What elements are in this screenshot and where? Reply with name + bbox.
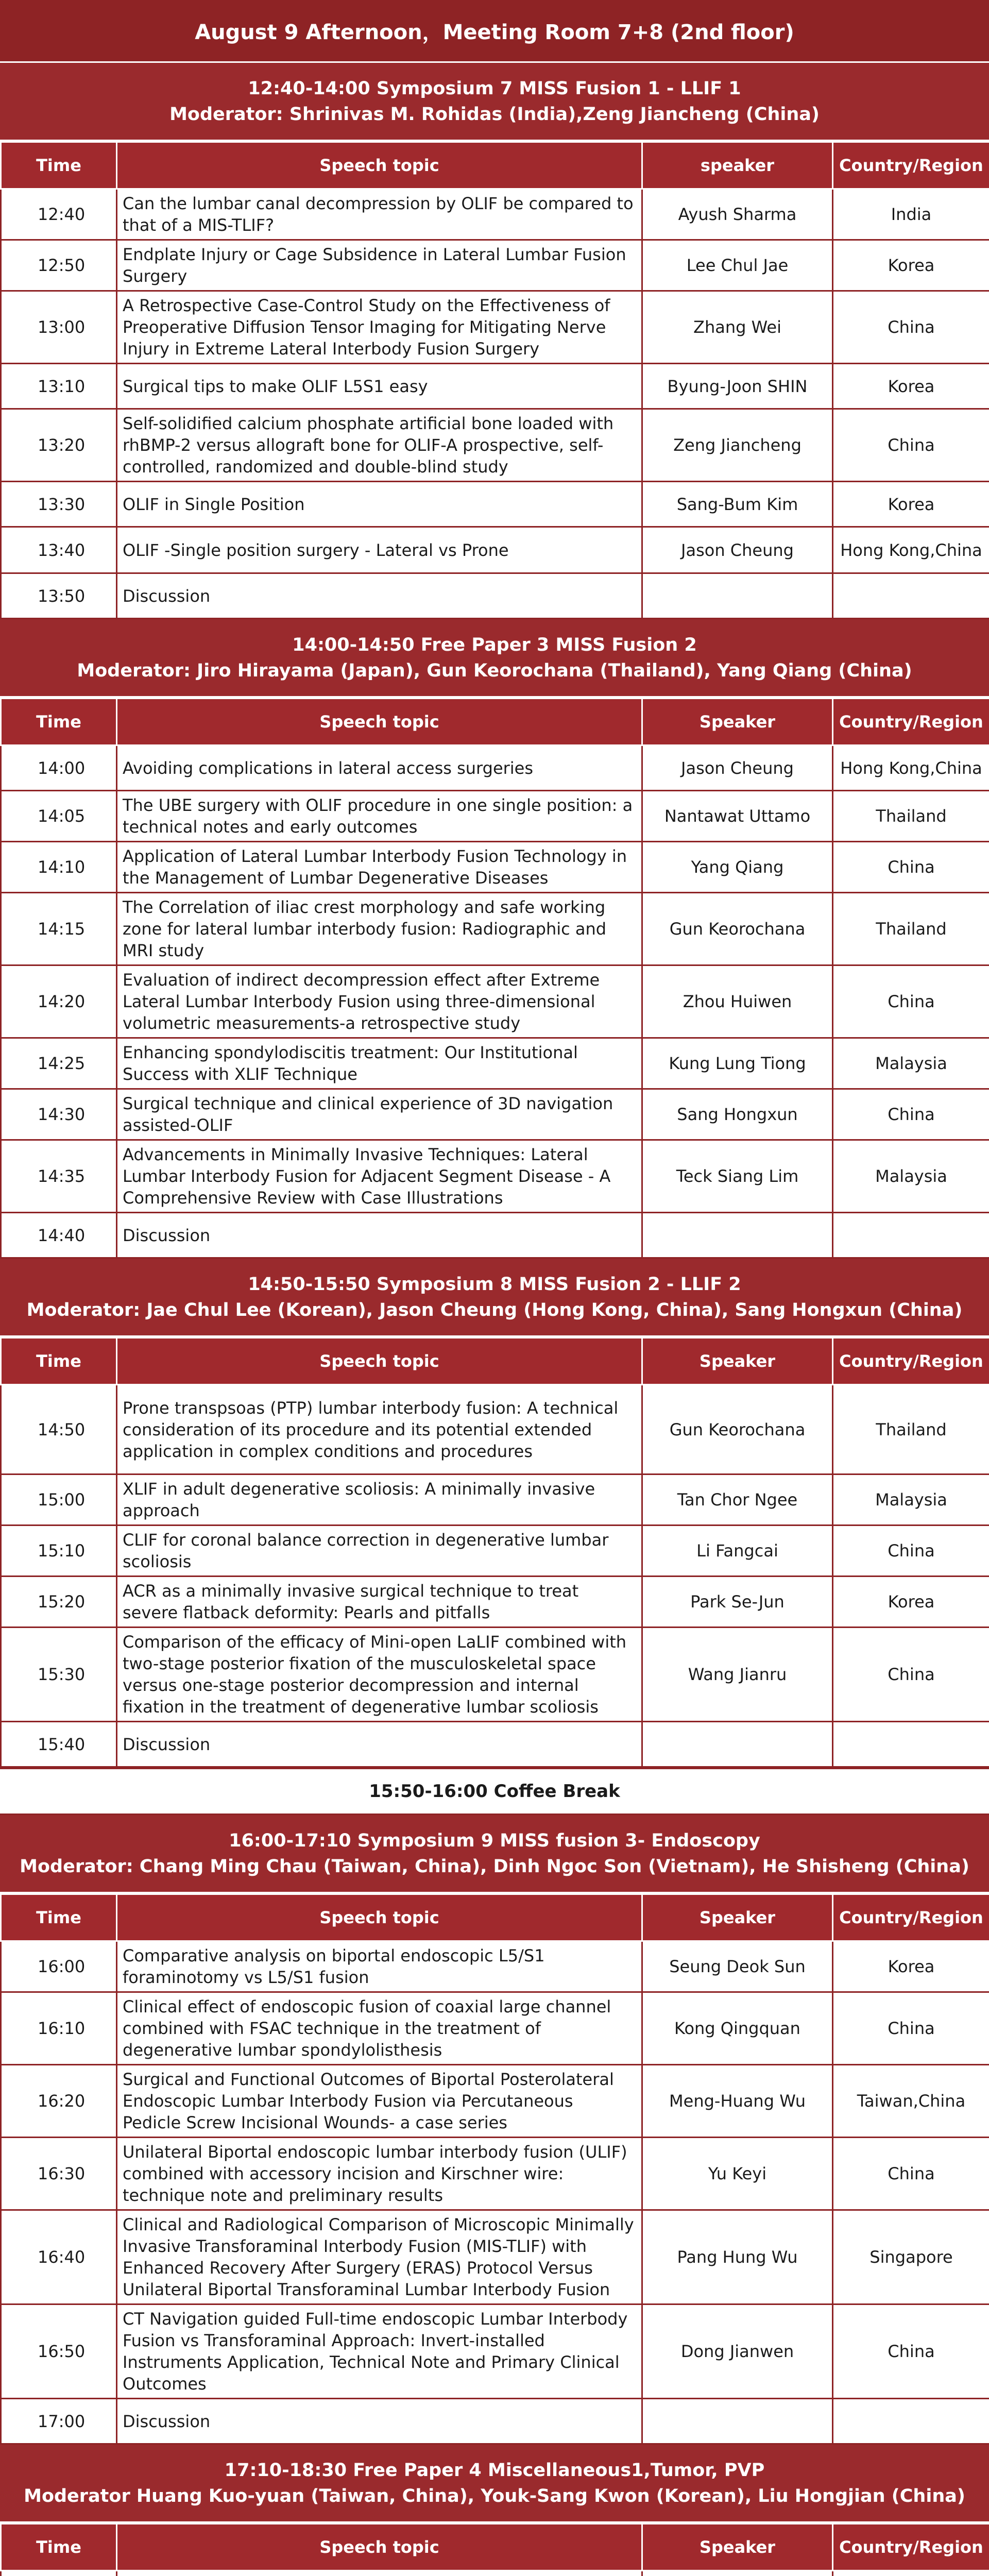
- header-speaker: speaker: [642, 142, 833, 189]
- speaker-cell: Meng-Huang Wu: [642, 2065, 833, 2138]
- topic-cell: Application of Lateral Lumbar Interbody Fusion Technology in the Management of Lumbar Degenerative Diseases: [117, 842, 642, 893]
- page-title: August 9 Afternoon，Meeting Room 7+8 (2nd floor): [0, 0, 989, 63]
- speaker-cell: Yang Qiang: [642, 842, 833, 893]
- session-header: [0, 1815, 989, 1893]
- country-cell: China: [833, 842, 989, 893]
- session-header: [0, 1259, 989, 1337]
- country-cell: Malaysia: [833, 1038, 989, 1089]
- header-time: Time: [1, 2524, 117, 2571]
- topic-cell: CLIF for coronal balance correction in degenerative lumbar scoliosis: [117, 1526, 642, 1577]
- speaker-cell: Ayush Sharma: [642, 189, 833, 240]
- topic-cell: Comparison of the efficacy of Mini-open LaLIF combined with two-stage posterior fixation of the musculoskeletal space versus one-stage posterior decompression and internal fixation in the treatment of degenerative lumbar scoliosis: [117, 1628, 642, 1722]
- time-cell: 12:40: [1, 189, 117, 240]
- table-row: [1, 240, 989, 291]
- header-time: Time: [1, 1338, 117, 1385]
- country-cell: Hong Kong,China: [833, 527, 989, 573]
- country-cell: [833, 2571, 989, 2576]
- header-topic: Speech topic: [117, 2524, 642, 2571]
- table-row: [1, 1140, 989, 1213]
- session-moderators: Moderator: Shrinivas M. Rohidas (India),Zeng Jiancheng (China): [169, 104, 820, 125]
- header-speaker: Speaker: [642, 699, 833, 745]
- time-cell: 16:00: [1, 1941, 117, 1992]
- speaker-cell: Yu Keyi: [642, 2138, 833, 2210]
- time-cell: 16:10: [1, 1992, 117, 2065]
- table-header-row: [1, 1338, 989, 1385]
- header-speaker: Speaker: [642, 2524, 833, 2571]
- time-cell: 14:05: [1, 791, 117, 842]
- speaker-cell: [642, 2571, 833, 2576]
- time-cell: 14:00: [1, 745, 117, 791]
- topic-cell: The Correlation of iliac crest morphology and safe working zone for lateral lumbar interbody fusion: Radiographic and MRI study: [117, 893, 642, 965]
- table-row: [1, 791, 989, 842]
- country-cell: China: [833, 2138, 989, 2210]
- table-row: [1, 1213, 989, 1258]
- topic-cell: Clinical effect of endoscopic fusion of coaxial large channel combined with FSAC technique in the treatment of degenerative lumbar spondylolisthesis: [117, 1992, 642, 2065]
- session-table: [0, 698, 989, 1259]
- time-cell: 15:10: [1, 1526, 117, 1577]
- country-cell: China: [833, 291, 989, 364]
- speaker-cell: Jason Cheung: [642, 745, 833, 791]
- speaker-cell: Teck Siang Lim: [642, 1140, 833, 1213]
- time-cell: 14:35: [1, 1140, 117, 1213]
- topic-cell: OLIF in Single Position: [117, 482, 642, 527]
- header-country: Country/Region: [833, 1338, 989, 1385]
- topic-cell: Discussion: [117, 2399, 642, 2444]
- topic-cell: Enhancing spondylodiscitis treatment: Our Institutional Success with XLIF Technique: [117, 1038, 642, 1089]
- topic-cell: XLIF in adult degenerative scoliosis: A minimally invasive approach: [117, 1475, 642, 1526]
- topic-cell: Avoiding complications in lateral access surgeries: [117, 745, 642, 791]
- time-cell: 15:00: [1, 1475, 117, 1526]
- session-title: 12:40-14:00 Symposium 7 MISS Fusion 1 - LLIF 1: [248, 78, 741, 99]
- header-topic: Speech topic: [117, 1338, 642, 1385]
- table-row: [1, 1992, 989, 2065]
- time-cell: 13:00: [1, 291, 117, 364]
- session-title: 14:50-15:50 Symposium 8 MISS Fusion 2 - LLIF 2: [248, 1274, 741, 1295]
- table-row: [1, 482, 989, 527]
- topic-cell: Endplate Injury or Cage Subsidence in Lateral Lumbar Fusion Surgery: [117, 240, 642, 291]
- speaker-cell: [642, 573, 833, 619]
- session-block: [0, 1815, 989, 2445]
- table-header-row: [1, 1894, 989, 1941]
- table-row: [1, 2065, 989, 2138]
- topic-cell: Can the lumbar canal decompression by OLIF be compared to that of a MIS-TLIF?: [117, 189, 642, 240]
- time-cell: 13:20: [1, 409, 117, 482]
- session-moderators: Moderator: Jiro Hirayama (Japan), Gun Keorochana (Thailand), Yang Qiang (China): [77, 660, 912, 681]
- time-cell: 14:30: [1, 1089, 117, 1140]
- session-header: [0, 619, 989, 698]
- time-cell: 13:30: [1, 482, 117, 527]
- time-cell: 14:25: [1, 1038, 117, 1089]
- time-cell: 16:40: [1, 2210, 117, 2304]
- session-table: [0, 1893, 989, 2445]
- table-row: [1, 1577, 989, 1628]
- speaker-cell: Gun Keorochana: [642, 893, 833, 965]
- table-row: [1, 1089, 989, 1140]
- country-cell: [833, 1722, 989, 1767]
- country-cell: China: [833, 1628, 989, 1722]
- speaker-cell: Gun Keorochana: [642, 1385, 833, 1475]
- header-speaker: Speaker: [642, 1894, 833, 1941]
- country-cell: India: [833, 189, 989, 240]
- speaker-cell: Sang-Bum Kim: [642, 482, 833, 527]
- table-row: [1, 2304, 989, 2399]
- country-cell: Korea: [833, 1577, 989, 1628]
- session-moderators: Moderator Huang Kuo-yuan (Taiwan, China), Youk-Sang Kwon (Korean), Liu Hongjian (China): [24, 2485, 965, 2506]
- country-cell: Korea: [833, 1941, 989, 1992]
- time-cell: 14:50: [1, 1385, 117, 1475]
- time-cell: 13:50: [1, 573, 117, 619]
- session-block: [0, 63, 989, 619]
- session-block: [0, 1259, 989, 1768]
- speaker-cell: Wang Jianru: [642, 1628, 833, 1722]
- speaker-cell: Zhou Huiwen: [642, 965, 833, 1038]
- table-header-row: [1, 142, 989, 189]
- country-cell: Hong Kong,China: [833, 745, 989, 791]
- country-cell: Thailand: [833, 893, 989, 965]
- country-cell: China: [833, 1992, 989, 2065]
- session-moderators: Moderator: Jae Chul Lee (Korean), Jason Cheung (Hong Kong, China), Sang Hongxun (China): [26, 1299, 963, 1320]
- speaker-cell: Seung Deok Sun: [642, 1941, 833, 1992]
- session-title: 17:10-18:30 Free Paper 4 Miscellaneous1,Tumor, PVP: [224, 2460, 765, 2481]
- session-table: [0, 141, 989, 619]
- time-cell: [1, 2571, 117, 2576]
- session-title: 14:00-14:50 Free Paper 3 MISS Fusion 2: [292, 634, 697, 655]
- time-cell: 16:50: [1, 2304, 117, 2399]
- speaker-cell: Byung-Joon SHIN: [642, 364, 833, 409]
- header-country: Country/Region: [833, 1894, 989, 1941]
- table-header-row: [1, 2524, 989, 2571]
- time-cell: 16:30: [1, 2138, 117, 2210]
- time-cell: 14:15: [1, 893, 117, 965]
- speaker-cell: Kong Qingquan: [642, 1992, 833, 2065]
- table-row: [1, 527, 989, 573]
- topic-cell: Discussion: [117, 1722, 642, 1767]
- country-cell: Korea: [833, 482, 989, 527]
- topic-cell: Surgical and Functional Outcomes of Biportal Posterolateral Endoscopic Lumbar Interbody Fusion via Percutaneous Pedicle Screw Incisional Wounds- a case series: [117, 2065, 642, 2138]
- time-cell: 12:50: [1, 240, 117, 291]
- table-row: [1, 1038, 989, 1089]
- header-speaker: Speaker: [642, 1338, 833, 1385]
- country-cell: China: [833, 2304, 989, 2399]
- speaker-cell: Sang Hongxun: [642, 1089, 833, 1140]
- topic-cell: OLIF -Single position surgery - Lateral vs Prone: [117, 527, 642, 573]
- speaker-cell: Zhang Wei: [642, 291, 833, 364]
- speaker-cell: Lee Chul Jae: [642, 240, 833, 291]
- table-row: [1, 745, 989, 791]
- time-cell: 15:40: [1, 1722, 117, 1767]
- table-row: [1, 189, 989, 240]
- speaker-cell: Zeng Jiancheng: [642, 409, 833, 482]
- speaker-cell: [642, 2399, 833, 2444]
- time-cell: 16:20: [1, 2065, 117, 2138]
- table-row: [1, 573, 989, 619]
- table-row: [1, 1722, 989, 1767]
- time-cell: 13:10: [1, 364, 117, 409]
- topic-cell: Advancements in Minimally Invasive Techniques: Lateral Lumbar Interbody Fusion for Adjacent Segment Disease - A Comprehensive Review with Case Illustrations: [117, 1140, 642, 1213]
- country-cell: China: [833, 965, 989, 1038]
- topic-cell: Surgical technique and clinical experience of 3D navigation assisted-OLIF: [117, 1089, 642, 1140]
- table-header-row: [1, 699, 989, 745]
- session-title: 16:00-17:10 Symposium 9 MISS fusion 3- Endoscopy: [229, 1830, 760, 1851]
- topic-cell: Comparative analysis on biportal endoscopic L5/S1 foraminotomy vs L5/S1 fusion: [117, 1941, 642, 1992]
- country-cell: Korea: [833, 364, 989, 409]
- speaker-cell: Nantawat Uttamo: [642, 791, 833, 842]
- table-row: [1, 1385, 989, 1475]
- topic-cell: Clinical and Radiological Comparison of Microscopic Minimally Invasive Transforaminal Interbody Fusion (MIS-TLIF) with Enhanced Recovery After Surgery (ERAS) Protocol Versus Unilateral Biportal Transforaminal Lumbar Interbody Fusion: [117, 2210, 642, 2304]
- table-row: [1, 364, 989, 409]
- topic-cell: Discussion: [117, 573, 642, 619]
- header-time: Time: [1, 699, 117, 745]
- table-row: [1, 1475, 989, 1526]
- table-row: [1, 409, 989, 482]
- topic-cell: Unilateral Biportal endoscopic lumbar interbody fusion (ULIF) combined with accessory incision and Kirschner wire: technique note and preliminary results: [117, 2138, 642, 2210]
- table-row: [1, 2399, 989, 2444]
- speaker-cell: Tan Chor Ngee: [642, 1475, 833, 1526]
- time-cell: 17:00: [1, 2399, 117, 2444]
- time-cell: 14:20: [1, 965, 117, 1038]
- topic-cell: Self-solidified calcium phosphate artificial bone loaded with rhBMP-2 versus allograft bone for OLIF-A prospective, self-controlled, randomized and double-blind study: [117, 409, 642, 482]
- table-row: [1, 2138, 989, 2210]
- session-table: [0, 1337, 989, 1768]
- session-header: [0, 63, 989, 141]
- speaker-cell: Dong Jianwen: [642, 2304, 833, 2399]
- country-cell: Malaysia: [833, 1140, 989, 1213]
- speaker-cell: Li Fangcai: [642, 1526, 833, 1577]
- country-cell: Korea: [833, 240, 989, 291]
- time-cell: 15:30: [1, 1628, 117, 1722]
- table-row: [1, 1628, 989, 1722]
- table-row: [1, 965, 989, 1038]
- topic-cell: A Retrospective Case-Control Study on the Effectiveness of Preoperative Diffusion Tensor Imaging for Mitigating Nerve Injury in Extreme Lateral Interbody Fusion Surgery: [117, 291, 642, 364]
- header-topic: Speech topic: [117, 699, 642, 745]
- table-row: [1, 2571, 989, 2576]
- time-cell: 13:40: [1, 527, 117, 573]
- topic-cell: The UBE surgery with OLIF procedure in one single position: a technical notes and early outcomes: [117, 791, 642, 842]
- header-country: Country/Region: [833, 699, 989, 745]
- header-topic: Speech topic: [117, 142, 642, 189]
- country-cell: Taiwan,China: [833, 2065, 989, 2138]
- country-cell: China: [833, 409, 989, 482]
- speaker-cell: Park Se-Jun: [642, 1577, 833, 1628]
- time-cell: 14:40: [1, 1213, 117, 1258]
- table-row: [1, 2210, 989, 2304]
- table-row: [1, 893, 989, 965]
- topic-cell: [117, 2571, 642, 2576]
- session-table: [0, 2523, 989, 2576]
- table-row: [1, 842, 989, 893]
- country-cell: Thailand: [833, 1385, 989, 1475]
- country-cell: [833, 1213, 989, 1258]
- header-time: Time: [1, 1894, 117, 1941]
- speaker-cell: [642, 1722, 833, 1767]
- time-cell: 15:20: [1, 1577, 117, 1628]
- country-cell: Malaysia: [833, 1475, 989, 1526]
- time-cell: 14:10: [1, 842, 117, 893]
- speaker-cell: Kung Lung Tiong: [642, 1038, 833, 1089]
- session-header: [0, 2445, 989, 2523]
- header-topic: Speech topic: [117, 1894, 642, 1941]
- topic-cell: ACR as a minimally invasive surgical technique to treat severe flatback deformity: Pearls and pitfalls: [117, 1577, 642, 1628]
- country-cell: China: [833, 1089, 989, 1140]
- topic-cell: CT Navigation guided Full-time endoscopic Lumbar Interbody Fusion vs Transforaminal Approach: Invert-installed Instruments Application, Technical Note and Primary Clinical Outcomes: [117, 2304, 642, 2399]
- speaker-cell: Pang Hung Wu: [642, 2210, 833, 2304]
- topic-cell: Evaluation of indirect decompression effect after Extreme Lateral Lumbar Interbody Fusion using three-dimensional volumetric measurements-a retrospective study: [117, 965, 642, 1038]
- coffee-break: 15:50-16:00 Coffee Break: [0, 1768, 989, 1815]
- header-country: Country/Region: [833, 142, 989, 189]
- topic-cell: Prone transpsoas (PTP) lumbar interbody fusion: A technical consideration of its procedure and its potential extended application in complex conditions and procedures: [117, 1385, 642, 1475]
- table-row: [1, 291, 989, 364]
- table-row: [1, 1526, 989, 1577]
- header-time: Time: [1, 142, 117, 189]
- topic-cell: Surgical tips to make OLIF L5S1 easy: [117, 364, 642, 409]
- session-moderators: Moderator: Chang Ming Chau (Taiwan, China), Dinh Ngoc Son (Vietnam), He Shisheng (China): [20, 1856, 969, 1877]
- session-block: [0, 2445, 989, 2576]
- country-cell: [833, 573, 989, 619]
- country-cell: China: [833, 1526, 989, 1577]
- topic-cell: Discussion: [117, 1213, 642, 1258]
- country-cell: Singapore: [833, 2210, 989, 2304]
- speaker-cell: Jason Cheung: [642, 527, 833, 573]
- country-cell: [833, 2399, 989, 2444]
- table-row: [1, 1941, 989, 1992]
- session-block: [0, 619, 989, 1259]
- header-country: Country/Region: [833, 2524, 989, 2571]
- country-cell: Thailand: [833, 791, 989, 842]
- speaker-cell: [642, 1213, 833, 1258]
